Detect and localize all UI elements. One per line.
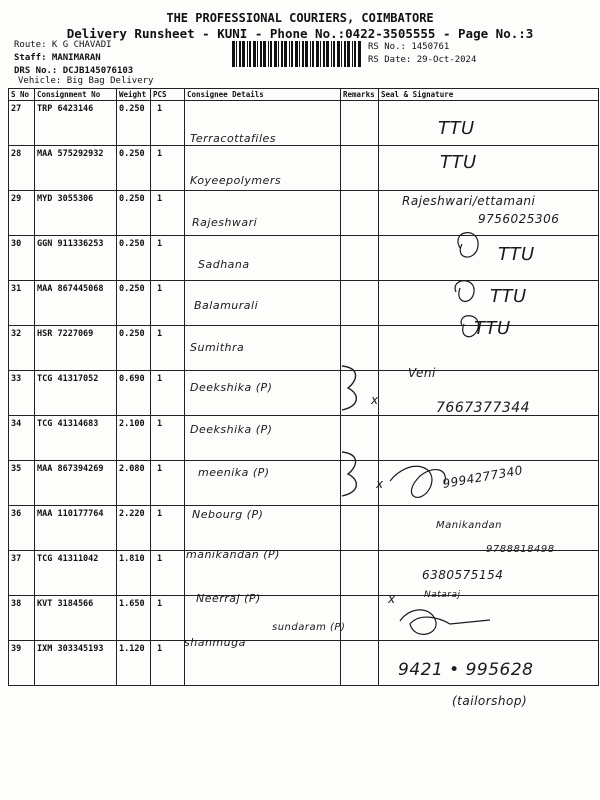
footer-phone: 9421 • 995628 (398, 660, 534, 680)
barcode-bar (263, 41, 266, 67)
cell-sno: 30 (9, 236, 35, 281)
cell-pcs: 1 (151, 146, 185, 191)
col-weight: Weight (117, 89, 151, 101)
cell-sno: 37 (9, 551, 35, 596)
hw-signature: TTU (440, 152, 477, 173)
barcode-bar (257, 41, 258, 67)
cell-remarks (341, 641, 379, 686)
cell-signature (379, 101, 599, 146)
col-remarks: Remarks (341, 89, 379, 101)
cell-weight: 2.080 (117, 461, 151, 506)
cell-consignment: TCG 41317052 (35, 371, 117, 416)
col-pcs: PCS (151, 89, 185, 101)
cell-pcs: 1 (151, 461, 185, 506)
barcode-bar (302, 41, 304, 67)
hw-consignee: manikandan (P) (186, 548, 280, 561)
cell-pcs: 1 (151, 596, 185, 641)
cell-consignment: MAA 110177764 (35, 506, 117, 551)
cell-sno: 36 (9, 506, 35, 551)
col-consignee: Consignee Details (185, 89, 341, 101)
table-header-row (9, 89, 599, 101)
hw-consignee: Koyeepolymers (190, 174, 282, 187)
rs-date: RS Date: 29-Oct-2024 (368, 55, 477, 65)
barcode-bar (305, 41, 308, 67)
barcode-bar (239, 41, 241, 67)
cell-pcs: 1 (151, 281, 185, 326)
cell-sno: 28 (9, 146, 35, 191)
cell-weight: 1.810 (117, 551, 151, 596)
cell-weight: 2.100 (117, 416, 151, 461)
cell-pcs: 1 (151, 416, 185, 461)
hw-consignee: Rajeshwari (192, 216, 258, 229)
barcode-bar (281, 41, 283, 67)
hw-signature: Nataraj (424, 590, 461, 600)
cell-pcs: 1 (151, 551, 185, 596)
barcode-bar (344, 41, 346, 67)
hw-consignee: Nebourg (P) (192, 508, 264, 521)
cell-weight: 0.250 (117, 101, 151, 146)
barcode-bar (270, 41, 272, 67)
barcode-bar (242, 41, 245, 67)
cell-consignment: TCG 41311042 (35, 551, 117, 596)
hw-signature: TTU (438, 118, 475, 139)
cell-sno: 35 (9, 461, 35, 506)
barcode-bar (278, 41, 279, 67)
cell-weight: 0.690 (117, 371, 151, 416)
hw-signature: TTU (474, 318, 511, 339)
barcode-bar (310, 41, 311, 67)
barcode-bar (274, 41, 277, 67)
cell-consignment: GGN 911336253 (35, 236, 117, 281)
route-field: Route: K G CHAVADI (14, 40, 112, 50)
hw-consignee: Neerraj (P) (196, 592, 261, 605)
cell-consignment: KVT 3184566 (35, 596, 117, 641)
cell-weight: 1.120 (117, 641, 151, 686)
barcode-bar (358, 41, 361, 67)
table-row (9, 146, 599, 191)
cell-consignment: MAA 867394269 (35, 461, 117, 506)
hw-consignee: Deekshika (P) (190, 423, 273, 436)
cell-sno: 29 (9, 191, 35, 236)
cell-sno: 27 (9, 101, 35, 146)
hw-signature: 9788818498 (486, 544, 555, 555)
cell-sno: 33 (9, 371, 35, 416)
barcode-bar (320, 41, 321, 67)
barcode-bar (249, 41, 251, 67)
barcode-bar (247, 41, 248, 67)
signature-scribbles (380, 226, 580, 646)
barcode-bar (316, 41, 319, 67)
cell-weight: 0.250 (117, 236, 151, 281)
hw-consignee: Deekshika (P) (190, 381, 273, 394)
barcode-bar (341, 41, 342, 67)
hw-consignee: Sadhana (198, 258, 250, 271)
cell-weight: 0.250 (117, 281, 151, 326)
barcode-bar (331, 41, 332, 67)
runsheet-subtitle: Delivery Runsheet - KUNI - Phone No.:0422-3505555 - Page No.:3 (66, 26, 534, 41)
cell-pcs: 1 (151, 326, 185, 371)
hw-consignee: Sumithra (190, 341, 245, 354)
hw-consignee: Terracottafiles (190, 132, 277, 145)
cell-pcs: 1 (151, 191, 185, 236)
cell-pcs: 1 (151, 641, 185, 686)
barcode-bar (352, 41, 353, 67)
cell-weight: 0.250 (117, 326, 151, 371)
barcode-bar (295, 41, 298, 67)
cell-remarks (341, 236, 379, 281)
barcode-bar (354, 41, 356, 67)
cell-remarks (341, 281, 379, 326)
barcode-bar (333, 41, 335, 67)
cell-pcs: 1 (151, 236, 185, 281)
barcode-bar (253, 41, 256, 67)
barcode-bar (236, 41, 237, 67)
hw-consignee: meenika (P) (198, 466, 270, 479)
cell-weight: 0.250 (117, 146, 151, 191)
cell-signature (379, 146, 599, 191)
cell-consignment: MYD 3055306 (35, 191, 117, 236)
barcode (232, 41, 362, 67)
barcode-bar (347, 41, 350, 67)
cell-pcs: 1 (151, 101, 185, 146)
barcode-bar (291, 41, 293, 67)
cell-remarks (341, 146, 379, 191)
barcode-bar (337, 41, 340, 67)
barcode-bar (323, 41, 325, 67)
cell-weight: 2.220 (117, 506, 151, 551)
barcode-bar (326, 41, 329, 67)
barcode-bar (268, 41, 269, 67)
cell-sno: 38 (9, 596, 35, 641)
remark-cross: x (371, 393, 379, 407)
cell-pcs: 1 (151, 371, 185, 416)
hw-signature: 7667377344 (436, 400, 531, 416)
barcode-bar (289, 41, 290, 67)
barcode-bar (284, 41, 287, 67)
cell-pcs: 1 (151, 506, 185, 551)
table-row (9, 101, 599, 146)
remark-cross: x (376, 477, 384, 491)
company-title: THE PROFESSIONAL COURIERS, COIMBATORE (166, 11, 434, 25)
hw-signature: 6380575154 (422, 568, 504, 582)
cell-consignment: MAA 575292932 (35, 146, 117, 191)
hw-signature: TTU (490, 286, 527, 307)
cell-weight: 1.650 (117, 596, 151, 641)
footer-note: (tailorshop) (452, 694, 528, 708)
barcode-bar (312, 41, 314, 67)
col-sno: S No (9, 89, 35, 101)
barcode-bar (260, 41, 262, 67)
hw-signature: TTU (498, 244, 535, 265)
cell-consignment: TCG 41314683 (35, 416, 117, 461)
cell-consignment: TRP 6423146 (35, 101, 117, 146)
cell-sno: 39 (9, 641, 35, 686)
cell-sno: 32 (9, 326, 35, 371)
drs-field: DRS No.: DCJB145076103 (14, 66, 134, 76)
hw-signature: Veni (408, 366, 436, 380)
col-consignment: Consignment No (35, 89, 117, 101)
cell-consignment: IXM 303345193 (35, 641, 117, 686)
cell-remarks (341, 101, 379, 146)
cell-consignment: HSR 7227069 (35, 326, 117, 371)
rs-number: RS No.: 1450761 (368, 42, 450, 52)
hw-signature: 9994277340 (441, 463, 524, 491)
cell-weight: 0.250 (117, 191, 151, 236)
col-signature: Seal & Signature (379, 89, 599, 101)
cell-sno: 34 (9, 416, 35, 461)
hw-signature: 9756025306 (478, 212, 560, 226)
vehicle-field: Vehicle: Big Bag Delivery (18, 76, 154, 86)
barcode-bar (232, 41, 235, 67)
staff-field: Staff: MANIMARAN (14, 53, 101, 63)
cell-remarks (341, 191, 379, 236)
cell-sno: 31 (9, 281, 35, 326)
remark-cross: x (388, 592, 396, 606)
hw-consignee: Balamurali (194, 299, 259, 312)
hw-signature: Manikandan (436, 520, 502, 531)
barcode-bar (299, 41, 300, 67)
cell-consignment: MAA 867445068 (35, 281, 117, 326)
hw-consignee: sundaram (P) (272, 622, 346, 633)
hw-consignee: shanmuga (184, 636, 246, 649)
hw-signature: Rajeshwari/ettamani (402, 194, 536, 208)
